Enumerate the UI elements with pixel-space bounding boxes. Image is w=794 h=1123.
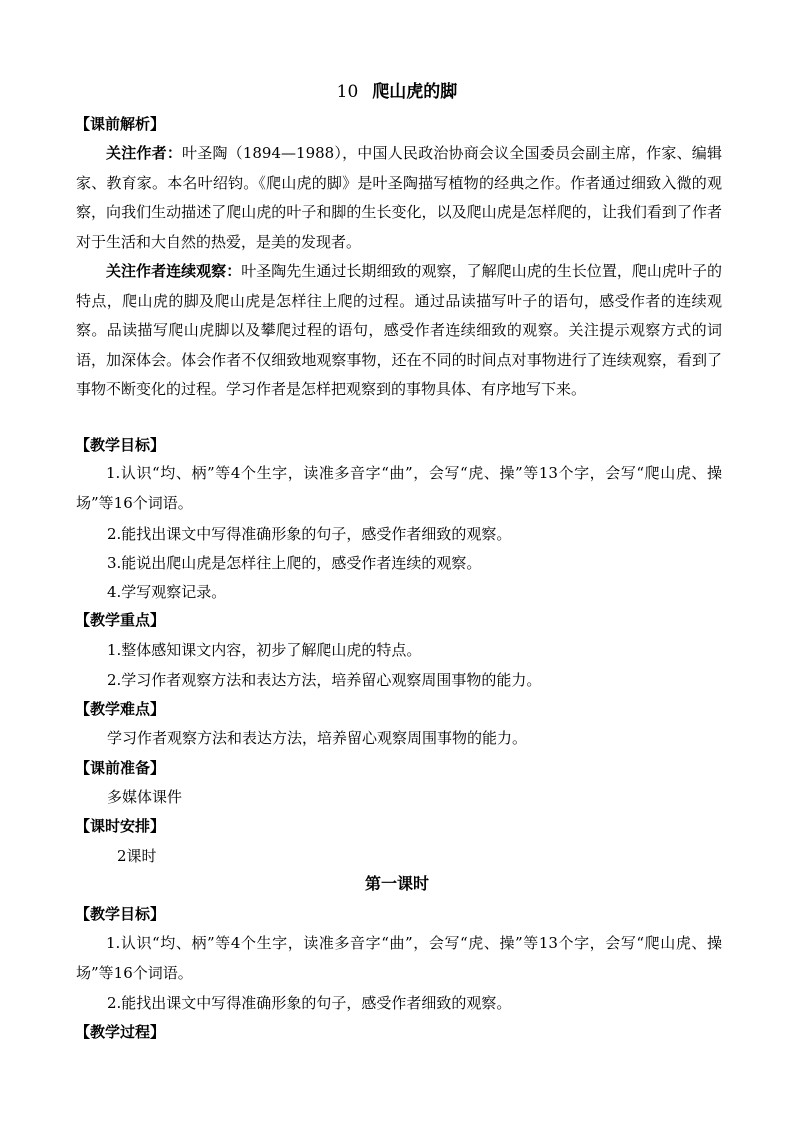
label-focus-observation: 关注作者连续观察： — [106, 262, 242, 280]
heading-schedule: 【课时安排】 — [75, 817, 166, 835]
heading-difficulty: 【教学难点】 — [75, 700, 166, 718]
goal-item-1: 1.认识“均、柄”等4个生字，读准多音字“曲”，会写“虎、操”等13个字，会写“爬山虎、操场”等16个词语。 — [76, 464, 722, 512]
heading-key-points: 【教学重点】 — [75, 611, 166, 629]
page-title — [0, 80, 794, 104]
text-focus-observation: 叶圣陶先生通过长期细致的观察，了解爬山虎的生长位置，爬山虎叶子的特点，爬山虎的脚及爬山虎是怎样往上爬的过程。通过品读描写叶子的语句，感受作者的连续观察。品读描写爬山虎脚以及攀爬过程的语句，感受作者连续细致的观察。关注提示观察方式的词语，加深体会。体会作者不仅细致地观察事物，还在不同的时间点对事物进行了连续观察，看到了事物不断变化的过程。学习作者是怎样把观察到的事物具体、有序地写下来。 — [76, 262, 722, 398]
goal-item-3: 3.能说出爬山虎是怎样往上爬的，感受作者连续的观察。 — [107, 554, 482, 572]
paragraph-focus-observation — [76, 257, 722, 405]
goal-item-2: 2.能找出课文中写得准确形象的句子，感受作者细致的观察。 — [107, 525, 512, 543]
first-lesson-title: 第一课时 — [364, 874, 429, 893]
heading-pre-analysis: 【课前解析】 — [75, 115, 166, 133]
heading-preparation: 【课前准备】 — [75, 759, 166, 777]
preparation-text: 多媒体课件 — [107, 788, 183, 806]
difficulty-text: 学习作者观察方法和表达方法，培养留心观察周围事物的能力。 — [107, 729, 528, 747]
label-focus-author: 关注作者： — [106, 144, 183, 162]
lesson-number: 10 — [336, 82, 359, 102]
first-goal-item-1: 1.认识“均、柄”等4个生字，读准多音字“曲”，会写“虎、操”等13个字，会写“爬山虎、操场”等16个词语。 — [76, 934, 722, 982]
heading-process: 【教学过程】 — [75, 1023, 166, 1041]
key-point-2: 2.学习作者观察方法和表达方法，培养留心观察周围事物的能力。 — [107, 671, 542, 689]
heading-goals: 【教学目标】 — [75, 436, 166, 454]
lesson-title: 爬山虎的脚 — [372, 82, 458, 102]
schedule-text: 2课时 — [117, 847, 157, 865]
paragraph-focus-author — [76, 139, 722, 257]
goal-item-4: 4.学写观察记录。 — [107, 583, 227, 601]
first-goal-item-2: 2.能找出课文中写得准确形象的句子，感受作者细致的观察。 — [107, 994, 512, 1012]
text-focus-author: 叶圣陶（1894—1988），中国人民政治协商会议全国委员会副主席，作家、编辑家、教育家。本名叶绍钧。《爬山虎的脚》是叶圣陶描写植物的经典之作。作者通过细致入微的观察，向我们生动描述了爬山虎的叶子和脚的生长变化，以及爬山虎是怎样爬的，让我们看到了作者对于生活和大自然的热爱，是美的发现者。 — [76, 144, 722, 251]
heading-first-goals: 【教学目标】 — [75, 905, 166, 923]
key-point-1: 1.整体感知课文内容，初步了解爬山虎的特点。 — [107, 641, 422, 659]
